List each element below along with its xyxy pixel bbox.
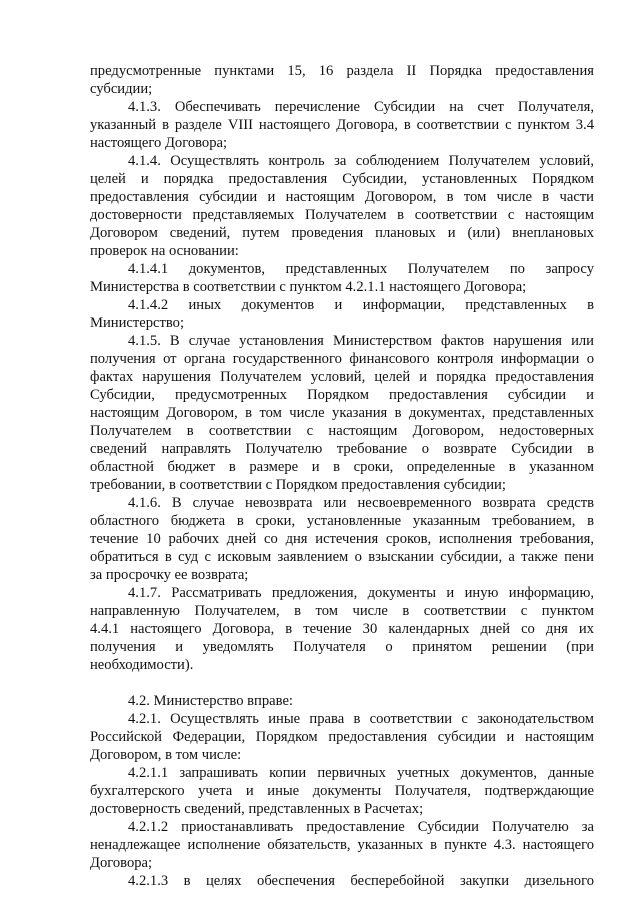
text-line: получения и уведомлять Получателя о принятом решении (при bbox=[90, 639, 594, 655]
text-line: течение 10 рабочих дней со дня истечения сроков, исполнения требования, bbox=[90, 531, 594, 547]
text-line: предусмотренные пунктами 15, 16 раздела II Порядка предоставления bbox=[90, 63, 594, 79]
paragraph-4-1-4: 4.1.4. Осуществлять контроль за соблюдением Получателем условий, bbox=[128, 153, 594, 169]
paragraph-4-1-7: 4.1.7. Рассматривать предложения, документы и иную информацию, bbox=[128, 585, 594, 601]
paragraph-4-1-5: 4.1.5. В случае установления Министерством фактов нарушения или bbox=[128, 333, 594, 349]
text-line: достоверность сведений, представленных в Расчетах; bbox=[90, 801, 424, 817]
text-line: Российской Федерации, Порядком предоставления субсидии и настоящим bbox=[90, 729, 594, 745]
paragraph-4-2-1-3: 4.2.1.3 в целях обеспечения бесперебойной закупки дизельного bbox=[128, 873, 594, 889]
text-line: Министерства в соответствии с пунктом 4.2.1.1 настоящего Договора; bbox=[90, 279, 527, 295]
text-line: областного бюджета в сроки, установленные указанным требованием, в bbox=[90, 513, 594, 529]
text-line: Получателем в соответствии с настоящим Договором, недостоверных bbox=[90, 423, 594, 439]
text-line: областной бюджет в размере и в сроки, определенные в указанном bbox=[90, 459, 594, 475]
text-line: Министерство; bbox=[90, 315, 185, 331]
text-line: Субсидии, предусмотренных Порядком предоставления субсидии и bbox=[90, 387, 594, 403]
section-4-2-heading: 4.2. Министерство вправе: bbox=[128, 693, 293, 709]
text-line: Договором сведений, путем проведения плановых и (или) внеплановых bbox=[90, 225, 594, 241]
text-line: направленную Получателем, в том числе в соответствии с пунктом bbox=[90, 603, 594, 619]
text-line: необходимости). bbox=[90, 657, 194, 673]
text-line: ненадлежащее исполнение обязательств, указанных в пункте 4.3. настоящего bbox=[90, 837, 594, 853]
text-line: указанный в разделе VIII настоящего Договора, в соответствии с пунктом 3.4 bbox=[90, 117, 594, 133]
text-line: Договора; bbox=[90, 855, 153, 871]
paragraph-4-2-1-1: 4.2.1.1 запрашивать копии первичных учетных документов, данные bbox=[128, 765, 594, 781]
text-line: сведений направлять Получателю требование о возврате Субсидии в bbox=[90, 441, 594, 457]
text-line: фактах нарушения Получателем условий, целей и порядка предоставления bbox=[90, 369, 594, 385]
paragraph-4-2-1: 4.2.1. Осуществлять иные права в соответствии с законодательством bbox=[128, 711, 594, 727]
text-line: проверок на основании: bbox=[90, 243, 239, 259]
text-line: 4.4.1 настоящего Договора, в течение 30 календарных дней со дня их bbox=[90, 621, 594, 637]
text-line: достоверности представляемых Получателем в соответствии с настоящим bbox=[90, 207, 594, 223]
paragraph-4-1-3: 4.1.3. Обеспечивать перечисление Субсидии на счет Получателя, bbox=[128, 99, 594, 115]
paragraph-4-2-1-2: 4.2.1.2 приостанавливать предоставление Субсидии Получателю за bbox=[128, 819, 594, 835]
text-line: целей и порядка предоставления Субсидии, установленных Порядком bbox=[90, 171, 594, 187]
paragraph-4-1-4-2: 4.1.4.2 иных документов и информации, представленных в bbox=[128, 297, 594, 313]
text-line: обратиться в суд с исковым заявлением о взыскании субсидии, а также пени bbox=[90, 549, 594, 565]
text-line: получения от органа государственного финансового контроля информации о bbox=[90, 351, 594, 367]
paragraph-4-1-6: 4.1.6. В случае невозврата или несвоевременного возврата средств bbox=[128, 495, 594, 511]
text-line: Договором, в том числе: bbox=[90, 747, 242, 763]
text-line: требовании, в соответствии с Порядком предоставления субсидии; bbox=[90, 477, 506, 493]
paragraph-4-1-4-1: 4.1.4.1 документов, представленных Получателем по запросу bbox=[128, 261, 594, 277]
text-line: за просрочку ее возврата; bbox=[90, 567, 249, 583]
text-line: предоставления субсидии и настоящим Договором, в том числе в части bbox=[90, 189, 594, 205]
text-line: настоящего Договора; bbox=[90, 135, 228, 151]
text-line: бухгалтерского учета и иные документы Получателя, подтверждающие bbox=[90, 783, 594, 799]
text-line: настоящим Договором, в том числе указания в документах, представленных bbox=[90, 405, 594, 421]
text-line: субсидии; bbox=[90, 81, 153, 97]
